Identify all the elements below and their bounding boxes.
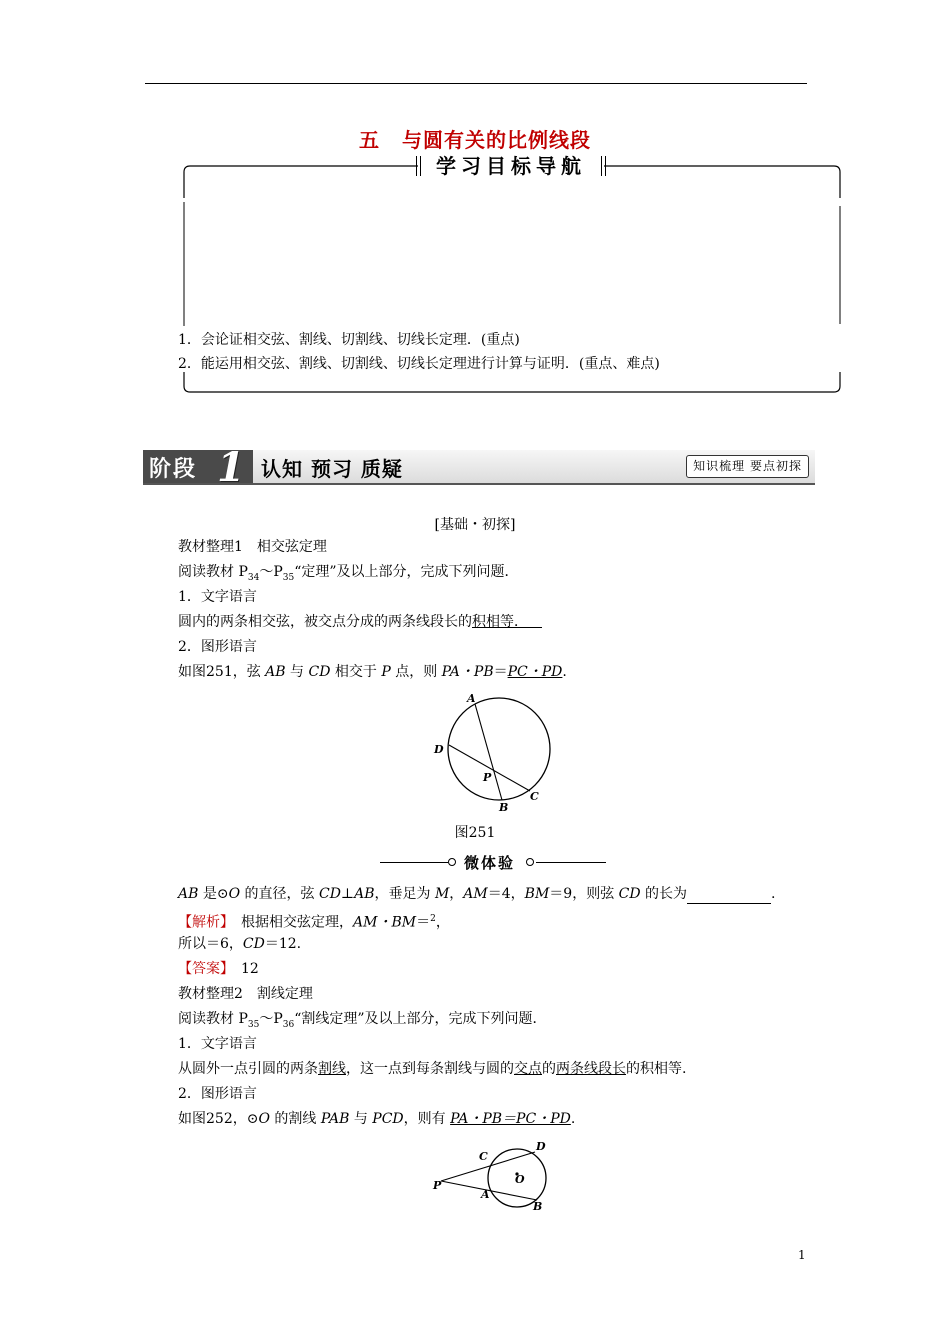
part2-heading: 教材整理2 割线定理 [178, 986, 313, 1002]
svg-text:B: B [533, 1200, 543, 1213]
analysis-tag: 【解析】 [178, 914, 227, 931]
svg-text:P: P [433, 1179, 442, 1192]
svg-text:D: D [536, 1140, 546, 1153]
section-number: 五 [359, 128, 380, 152]
part2-figure-text: 如图252，⊙O 的割线 PAB 与 PCD，则有 PA・PB＝PC・PD. [178, 1111, 576, 1127]
part1-formula-underline: PC・PD [507, 664, 563, 680]
page-number: 1 [798, 1248, 806, 1262]
part2-graph-lang: 2．图形语言 [178, 1086, 257, 1102]
experience-so: 所以＝6，CD＝12. [178, 936, 302, 952]
part2-formula-underline: PA・PB＝PC・PD [450, 1111, 571, 1127]
figure-251 [420, 690, 570, 815]
answer-blank [687, 889, 771, 904]
part1-graph-lang: 2．图形语言 [178, 639, 257, 655]
svg-text:B: B [499, 801, 509, 814]
experience-heading: 微体验 [464, 854, 516, 872]
section-title [0, 124, 950, 153]
part1-answer-underline: 积相等． [472, 614, 528, 630]
basic-label: [基础・初探] [434, 517, 516, 533]
answer-tag: 【答案】 [178, 961, 227, 977]
svg-text:D: D [434, 743, 444, 756]
svg-text:C: C [479, 1150, 488, 1163]
stage-number: 1 [217, 444, 245, 491]
goals-heading: 学习目标导航 [418, 152, 604, 180]
experience-divider [380, 852, 606, 872]
section-title-text: 与圆有关的比例线段 [402, 128, 591, 152]
stage-word: 阶段 [149, 457, 198, 482]
svg-text:O: O [515, 1173, 525, 1186]
experience-analysis: 【解析】 根据相交弦定理，AM・BM＝$^2$， [178, 914, 450, 931]
part2-sentence: 从圆外一点引圆的两条割线，这一点到每条割线与圆的交点的两条线段长的积相等. [178, 1061, 687, 1077]
figure-251-caption: 图251 [454, 825, 496, 841]
part1-figure-text: 如图251，弦 AB 与 CD 相交于 P 点，则 PA・PB＝PC・PD. [178, 664, 567, 680]
experience-question: AB 是⊙O 的直径，弦 CD⊥AB，垂足为 M，AM＝4，BM＝9，则弦 CD 的长为 . [178, 886, 776, 902]
stage-title: 认知 预习 质疑 [261, 457, 403, 481]
svg-text:C: C [530, 790, 539, 803]
part2-text-lang: 1．文字语言 [178, 1036, 257, 1052]
part1-sentence: 圆内的两条相交弦，被交点分成的两条线段长的积相等． [178, 614, 528, 630]
header-rule [145, 83, 807, 84]
goal-item-1: 1．会论证相交弦、割线、切割线、切线长定理．(重点) [178, 332, 520, 348]
part1-heading: 教材整理1 相交弦定理 [178, 539, 327, 555]
figure-252 [425, 1134, 555, 1214]
part1-text-lang: 1．文字语言 [178, 589, 257, 605]
experience-answer: 【答案】 12 [178, 961, 259, 977]
goal-item-2: 2．能运用相交弦、割线、切割线、切线长定理进行计算与证明．(重点、难点) [178, 356, 660, 372]
stage-tag: 知识梳理 要点初探 [686, 455, 809, 478]
svg-text:A: A [467, 692, 476, 705]
stage-banner [143, 444, 815, 491]
part2-intro: 阅读教材 $P_{35}\sim P_{36}“$割线定理”及以上部分，完成下列问题． [178, 1011, 547, 1030]
svg-text:A: A [481, 1188, 490, 1201]
part1-intro: 阅读教材 $P_{34}\sim P_{35}“$定理”及以上部分，完成下列问题． [178, 564, 519, 583]
svg-text:P: P [483, 771, 492, 784]
